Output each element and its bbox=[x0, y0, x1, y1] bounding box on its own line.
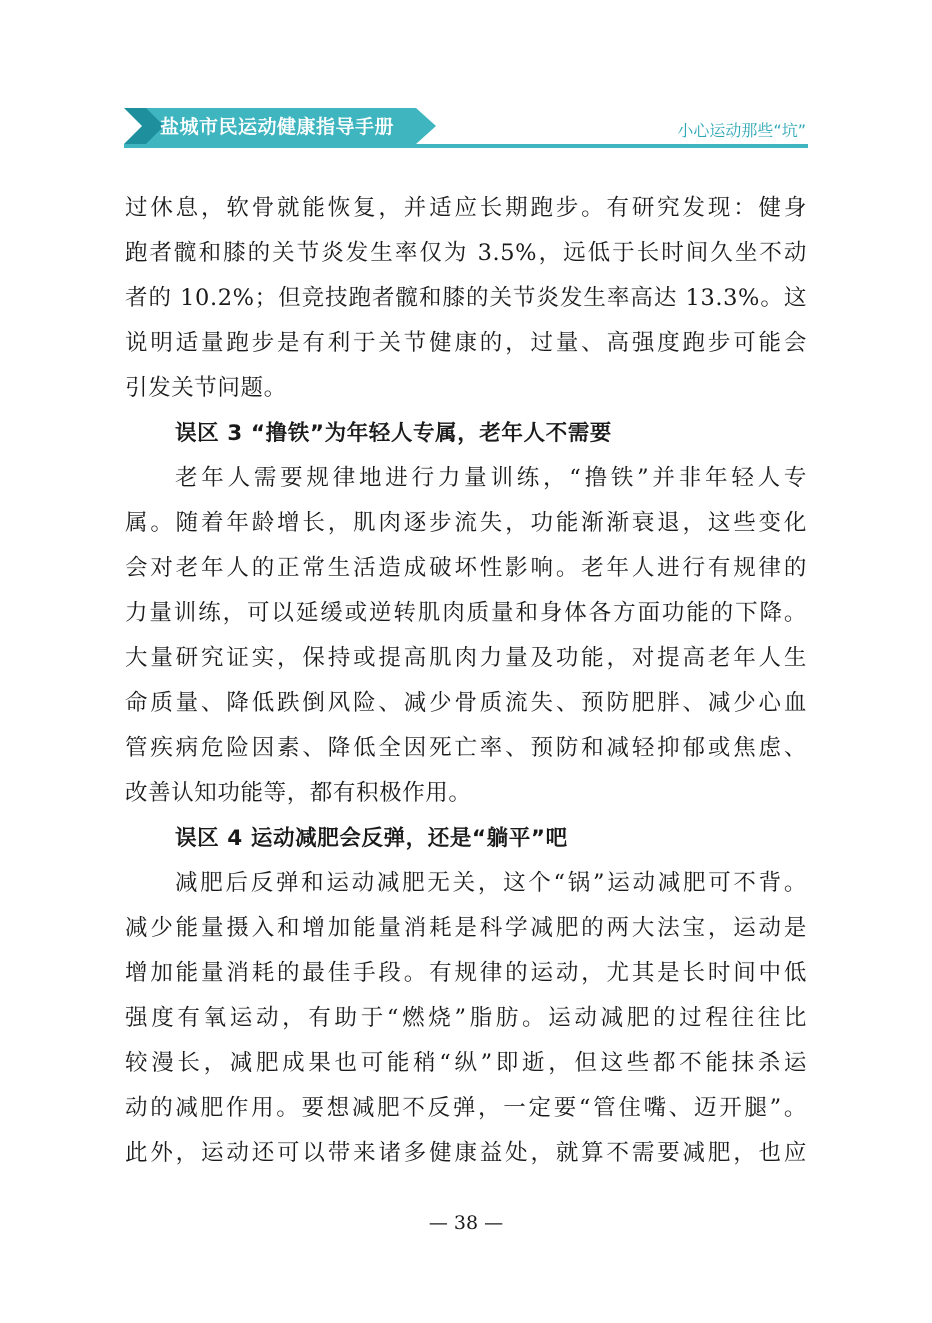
paragraph-line: 此外，运动还可以带来诸多健康益处，就算不需要减肥，也应 bbox=[125, 1140, 807, 1166]
paragraph-line: 增加能量消耗的最佳手段。有规律的运动，尤其是长时间中低 bbox=[125, 960, 807, 986]
paragraph-line: 动的减肥作用。要想减肥不反弹，一定要“管住嘴、迈开腿”。 bbox=[125, 1095, 807, 1121]
paragraph-line: 引发关节问题。 bbox=[125, 375, 287, 401]
paragraph-line: 老年人需要规律地进行力量训练，“撸铁”并非年轻人专 bbox=[175, 465, 807, 491]
paragraph-line: 管疾病危险因素、降低全因死亡率、预防和减轻抑郁或焦虑、 bbox=[125, 735, 807, 761]
paragraph-line: 者的 10.2%；但竞技跑者髋和膝的关节炎发生率高达 13.3%。这 bbox=[125, 285, 807, 311]
section-heading: 误区 3 “撸铁”为年轻人专属，老年人不需要 bbox=[175, 421, 612, 446]
paragraph-line: 较漫长，减肥成果也可能稍“纵”即逝，但这些都不能抹杀运 bbox=[125, 1050, 807, 1076]
body-text bbox=[125, 186, 807, 1176]
paragraph-line: 命质量、降低跌倒风险、减少骨质流失、预防肥胖、减少心血 bbox=[125, 690, 807, 716]
paragraph-line: 减肥后反弹和运动减肥无关，这个“锅”运动减肥可不背。 bbox=[175, 870, 807, 896]
paragraph-line: 说明适量跑步是有利于关节健康的，过量、高强度跑步可能会 bbox=[125, 330, 807, 356]
page-number: — 38 — bbox=[428, 1212, 504, 1234]
paragraph-line: 大量研究证实，保持或提高肌肉力量及功能，对提高老年人生 bbox=[125, 645, 807, 671]
chapter-title: 小心运动那些“坑” bbox=[677, 121, 806, 140]
running-header bbox=[124, 104, 808, 152]
paragraph-line: 过休息，软骨就能恢复，并适应长期跑步。有研究发现：健身 bbox=[125, 195, 807, 221]
paragraph-line: 改善认知功能等，都有积极作用。 bbox=[125, 780, 472, 806]
section-heading: 误区 4 运动减肥会反弹，还是“躺平”吧 bbox=[175, 826, 568, 851]
paragraph-line: 跑者髋和膝的关节炎发生率仅为 3.5%，远低于长时间久坐不动 bbox=[125, 240, 807, 266]
header-divider bbox=[124, 144, 808, 148]
paragraph-line: 力量训练，可以延缓或逆转肌肉质量和身体各方面功能的下降。 bbox=[125, 600, 807, 626]
paragraph-line: 强度有氧运动，有助于“燃烧”脂肪。运动减肥的过程往往比 bbox=[125, 1005, 807, 1031]
paragraph-line: 会对老年人的正常生活造成破坏性影响。老年人进行有规律的 bbox=[125, 555, 807, 581]
paragraph-line: 减少能量摄入和增加能量消耗是科学减肥的两大法宝，运动是 bbox=[125, 915, 807, 941]
book-title: 盐城市民运动健康指导手册 bbox=[160, 116, 395, 138]
paragraph-line: 属。随着年龄增长，肌肉逐步流失，功能渐渐衰退，这些变化 bbox=[125, 510, 807, 536]
